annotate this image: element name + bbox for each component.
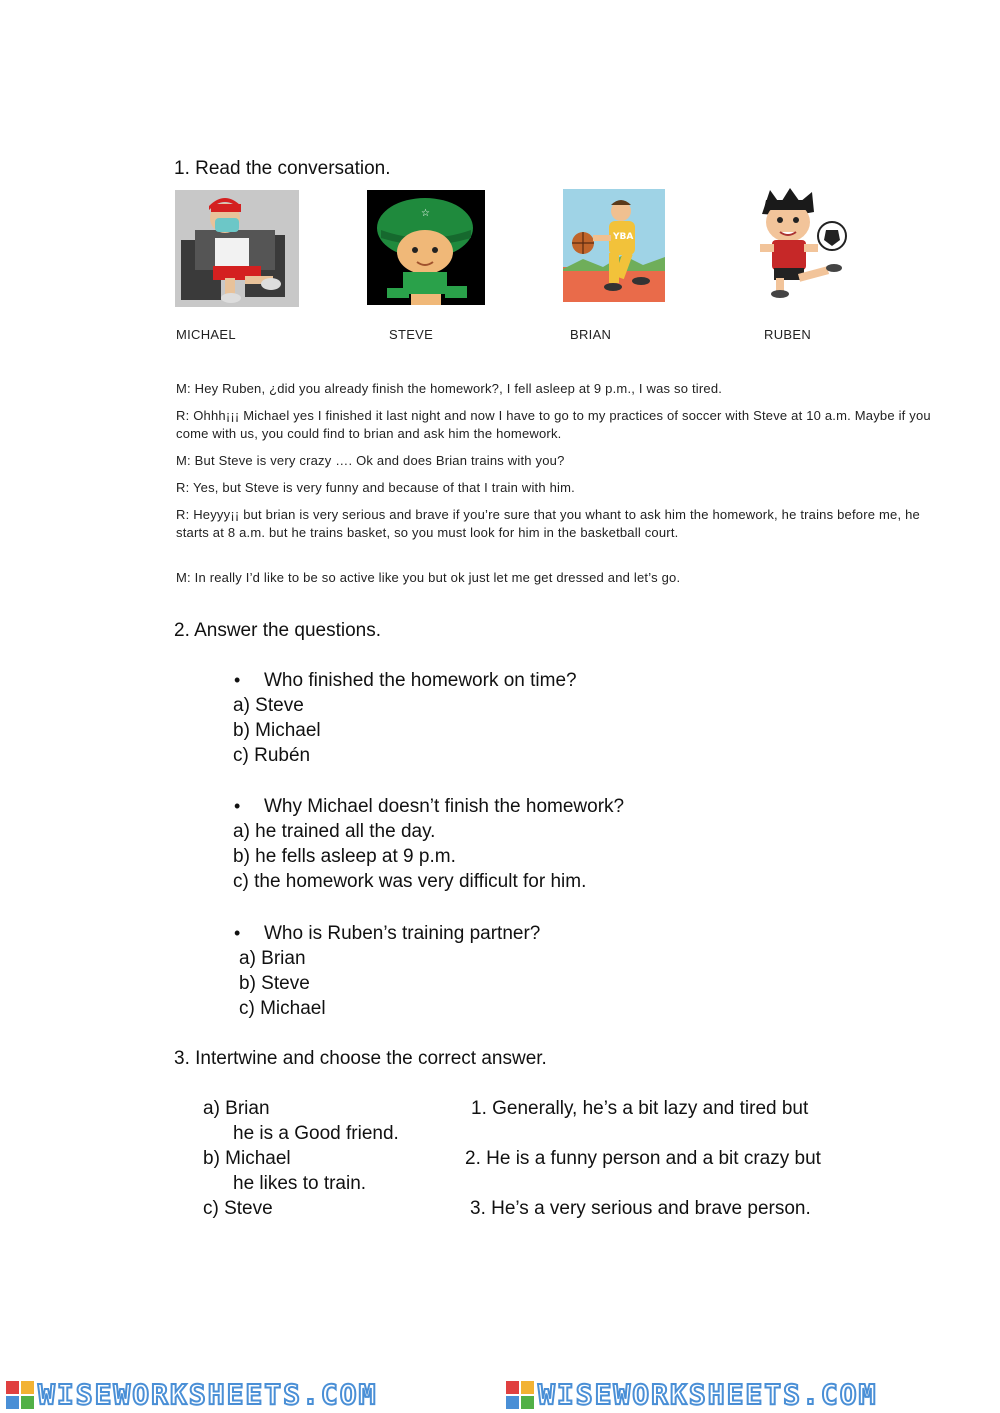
michael-image bbox=[175, 190, 299, 307]
match-right-3: 3. He’s a very serious and brave person. bbox=[470, 1198, 811, 1219]
question-2: Why Michael doesn’t finish the homework? bbox=[264, 796, 625, 817]
section2-heading: 2. Answer the questions. bbox=[174, 620, 382, 641]
char-name-brian: BRIAN bbox=[570, 327, 612, 342]
bullet-icon: • bbox=[234, 796, 241, 816]
question-1: Who finished the homework on time? bbox=[264, 670, 577, 691]
match-right-2: 2. He is a funny person and a bit crazy but bbox=[465, 1148, 821, 1169]
q2-option-a: a) he trained all the day. bbox=[233, 821, 436, 842]
bullet-icon: • bbox=[234, 670, 241, 690]
q3-option-a: a) Brian bbox=[239, 948, 306, 969]
match-left-c: c) Steve bbox=[203, 1198, 273, 1219]
wiseworksheets-logo-icon bbox=[6, 1381, 34, 1409]
match-left-b: b) Michael bbox=[203, 1148, 291, 1169]
match-right-1-cont: he is a Good friend. bbox=[233, 1123, 399, 1144]
conversation-line-2: R: Ohhh¡¡¡ Michael yes I finished it last night and now I have to go to my practices of soccer with Steve at 10 a.m. Maybe if you come with us, you could find to brian and ask him the homework. bbox=[176, 408, 931, 441]
q3-option-b: b) Steve bbox=[239, 973, 310, 994]
steve-image bbox=[367, 190, 485, 305]
wiseworksheets-logo-icon bbox=[506, 1381, 534, 1409]
match-left-a: a) Brian bbox=[203, 1098, 270, 1119]
section1-heading: 1. Read the conversation. bbox=[174, 158, 391, 179]
conversation-line-6: M: In really I’d like to be so active like you but ok just let me get dressed and let’s go. bbox=[176, 570, 681, 585]
watermark-text-1: WISEWORKSHEETS.COM bbox=[38, 1378, 378, 1411]
brian-shirt-text: YBA bbox=[613, 232, 634, 242]
char-name-michael: MICHAEL bbox=[176, 327, 236, 342]
char-name-ruben: RUBEN bbox=[764, 327, 812, 342]
question-3: Who is Ruben’s training partner? bbox=[264, 923, 541, 944]
char-name-steve: STEVE bbox=[389, 327, 434, 342]
q1-option-c: c) Rubén bbox=[233, 745, 311, 766]
match-right-1: 1. Generally, he’s a bit lazy and tired but bbox=[471, 1098, 809, 1119]
svg-text:☆: ☆ bbox=[421, 208, 430, 219]
q2-option-c: c) the homework was very difficult for him. bbox=[233, 871, 587, 892]
match-right-2-cont: he likes to train. bbox=[233, 1173, 367, 1194]
brian-image bbox=[563, 189, 665, 302]
q1-option-b: b) Michael bbox=[233, 720, 321, 741]
bullet-icon: • bbox=[234, 923, 241, 943]
watermark-text-2: WISEWORKSHEETS.COM bbox=[538, 1378, 878, 1411]
ruben-image bbox=[752, 186, 852, 302]
q3-option-c: c) Michael bbox=[239, 998, 326, 1019]
q1-option-a: a) Steve bbox=[233, 695, 304, 716]
conversation-line-3: M: But Steve is very crazy …. Ok and does Brian trains with you? bbox=[176, 453, 565, 468]
q2-option-b: b) he fells asleep at 9 p.m. bbox=[233, 846, 456, 867]
conversation-line-4: R: Yes, but Steve is very funny and because of that I train with him. bbox=[176, 480, 575, 495]
conversation-line-1: M: Hey Ruben, ¿did you already finish the homework?, I fell asleep at 9 p.m., I was so tired. bbox=[176, 381, 723, 396]
section3-heading: 3. Intertwine and choose the correct answer. bbox=[174, 1048, 547, 1069]
conversation-line-5: R: Heyyy¡¡ but brian is very serious and brave if you’re sure that you whant to ask him the homework, he trains before me, he starts at 8 a.m. but he trains basket, so you must look for him in the basketball court. bbox=[176, 507, 920, 540]
